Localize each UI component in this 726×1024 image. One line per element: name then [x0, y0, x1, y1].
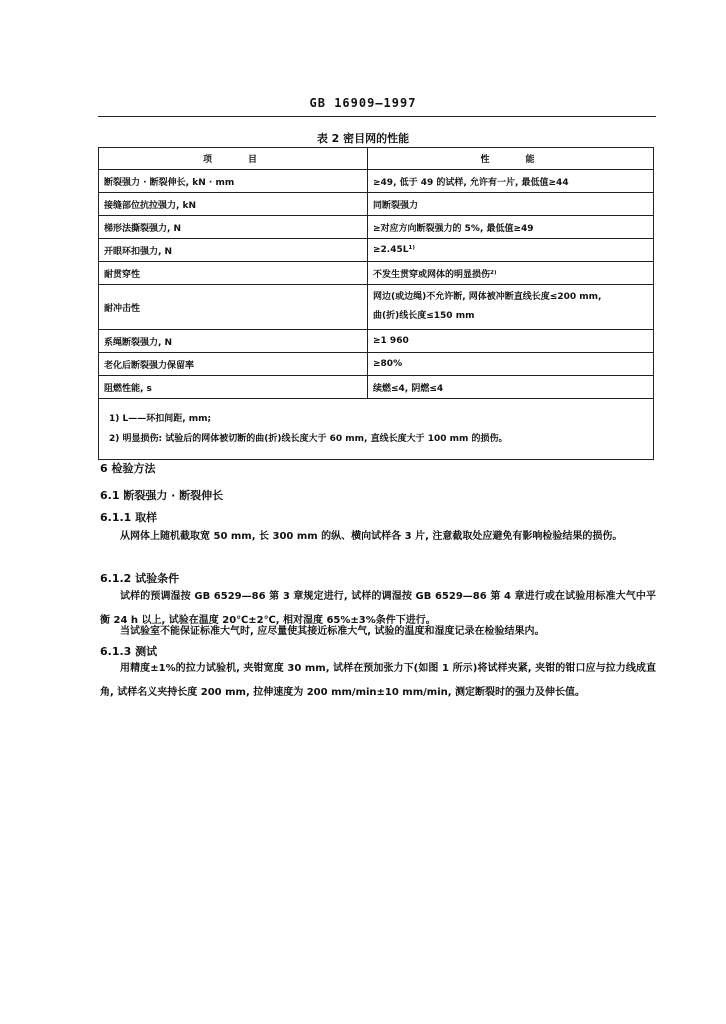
row-performance: ≥80% — [368, 353, 654, 376]
row-item: 断裂强力 · 断裂伸长, kN · mm — [99, 170, 368, 193]
column-header-performance: 性 能 — [368, 148, 654, 170]
row-item: 梯形法撕裂强力, N — [99, 216, 368, 239]
table-note: 2) 明显损伤: 试验后的网体被切断的曲(折)线长度大于 60 mm, 直线长度大于 100 mm 的损伤。 — [109, 434, 508, 444]
section-heading-6-1-1: 6.1.1 取样 — [100, 511, 158, 524]
row-performance-line: 网边(或边绳)不允许断, 网体被冲断直线长度≤200 mm, — [373, 292, 602, 302]
table-notes — [99, 399, 654, 460]
table-row — [99, 285, 654, 330]
row-performance-line: 曲(折)线长度≤150 mm — [373, 311, 475, 321]
column-header-item: 项 目 — [99, 148, 368, 170]
paragraph-test-conditions-note: 当试验室不能保证标准大气时, 应尽量使其接近标准大气, 试验的温度和湿度记录在检验结果内。 — [120, 626, 545, 637]
table-row — [99, 239, 654, 262]
table-row — [99, 330, 654, 353]
table-row — [99, 376, 654, 399]
row-performance — [368, 285, 654, 330]
row-item: 老化后断裂强力保留率 — [99, 353, 368, 376]
table-notes-row — [99, 399, 654, 460]
row-performance: ≥对应方向断裂强力的 5%, 最低值≥49 — [368, 216, 654, 239]
row-item: 耐冲击性 — [99, 285, 368, 330]
table-row — [99, 193, 654, 216]
header-rule — [98, 116, 656, 117]
row-item: 接缝部位抗拉强力, kN — [99, 193, 368, 216]
table-row — [99, 170, 654, 193]
table-title: 表 2 密目网的性能 — [316, 132, 410, 145]
paragraph-testing: 用精度±1%的拉力试验机, 夹钳宽度 30 mm, 试样在预加张力下(如图 1 所示)将试样夹紧, 夹钳的钳口应与拉力线成直角, 试样名义夹持长度 200 mm, 拉伸速度为 200 mm/min±10 mm/min, 测定断裂时的强力及伸长值。 — [100, 663, 656, 698]
row-performance: 续燃≤4, 阴燃≤4 — [368, 376, 654, 399]
row-performance: ≥49, 低于 49 的试样, 允许有一片, 最低值≥44 — [368, 170, 654, 193]
section-heading-6-1: 6.1 断裂强力 · 断裂伸长 — [100, 489, 224, 502]
row-performance: 同断裂强力 — [368, 193, 654, 216]
table-row — [99, 353, 654, 376]
table-row — [99, 262, 654, 285]
section-heading-6-1-2: 6.1.2 试验条件 — [100, 572, 180, 585]
table-note: 1) L——环扣间距, mm; — [109, 414, 212, 424]
row-performance: ≥2.45L¹⁾ — [368, 239, 654, 262]
paragraph-test-conditions: 试样的预调湿按 GB 6529—86 第 3 章规定进行, 试样的调湿按 GB 6529—86 第 4 章进行或在试验用标准大气中平衡 24 h 以上, 试验在温度 20℃±2℃, 相对湿度 65%±3%条件下进行。 — [100, 591, 656, 626]
performance-table — [98, 147, 654, 460]
paragraph-sampling: 从网体上随机截取宽 50 mm, 长 300 mm 的纵、横向试样各 3 片, 注意截取处应避免有影响检验结果的损伤。 — [120, 531, 623, 542]
table-row — [99, 216, 654, 239]
section-heading-6-1-3: 6.1.3 测试 — [100, 645, 158, 658]
row-performance: 不发生贯穿或网体的明显损伤²⁾ — [368, 262, 654, 285]
row-item: 耐贯穿性 — [99, 262, 368, 285]
table-header-row — [99, 148, 654, 170]
row-performance: ≥1 960 — [368, 330, 654, 353]
row-item: 开眼环扣强力, N — [99, 239, 368, 262]
section-heading-6: 6 检验方法 — [100, 462, 156, 475]
standard-code-header: GB 16909—1997 — [309, 96, 417, 110]
row-item: 系绳断裂强力, N — [99, 330, 368, 353]
row-item: 阻燃性能, s — [99, 376, 368, 399]
